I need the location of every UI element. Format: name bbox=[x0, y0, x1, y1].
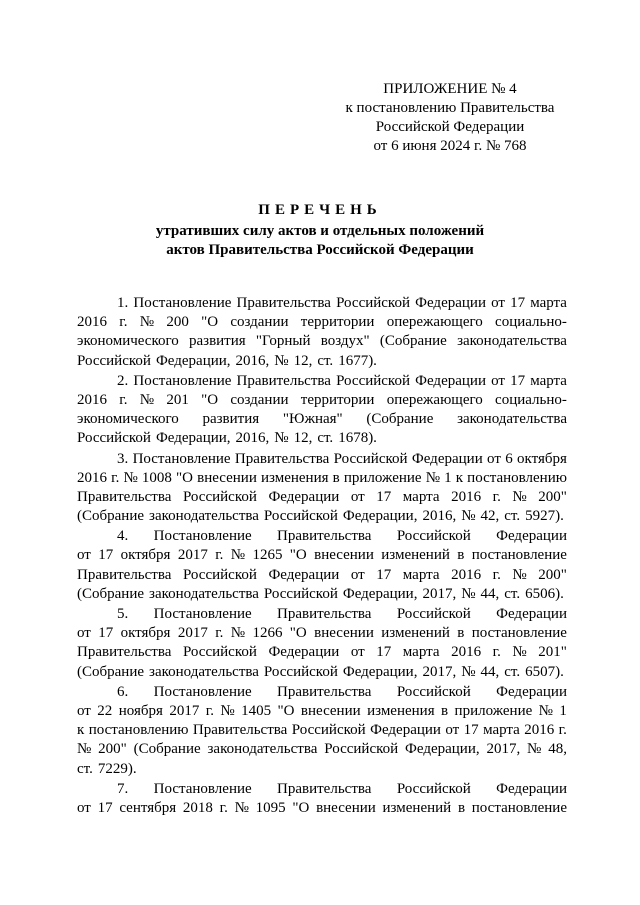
text-line bbox=[77, 683, 567, 702]
word: 2016 bbox=[77, 469, 107, 486]
word: Постановление bbox=[153, 683, 252, 700]
word: ст. bbox=[504, 585, 521, 602]
word: развития bbox=[202, 411, 260, 428]
word: марта bbox=[402, 566, 440, 583]
word: к bbox=[77, 722, 85, 739]
word: Постановление bbox=[153, 606, 252, 622]
word: Федерации bbox=[496, 528, 567, 545]
word: 1265 bbox=[252, 547, 283, 564]
word: марта bbox=[402, 488, 440, 505]
word: Российской bbox=[77, 352, 151, 369]
word: "О bbox=[289, 625, 307, 642]
word: 5927). bbox=[525, 508, 564, 525]
word: Федерации bbox=[496, 683, 567, 700]
word: марта bbox=[483, 722, 520, 739]
word: социально- bbox=[495, 391, 567, 408]
subtitle-line: актов Правительства Российской Федерации bbox=[166, 242, 474, 258]
word: от bbox=[445, 722, 460, 739]
word: внесении bbox=[300, 702, 361, 719]
appendix-header bbox=[340, 80, 560, 156]
word: 2018 bbox=[182, 799, 213, 816]
word: 2016, bbox=[235, 430, 270, 447]
text-line bbox=[77, 740, 567, 759]
word: от bbox=[491, 295, 505, 311]
word: приложение bbox=[343, 469, 422, 486]
word: Правительства bbox=[234, 450, 330, 467]
word: 1677). bbox=[338, 352, 377, 369]
word: октября bbox=[120, 547, 171, 564]
word: от bbox=[350, 644, 365, 661]
document-body bbox=[77, 294, 567, 819]
word: Правительства bbox=[277, 780, 372, 797]
word: сентября bbox=[119, 799, 177, 816]
word: № bbox=[274, 352, 289, 369]
word: Российской bbox=[396, 780, 471, 797]
text-line bbox=[77, 429, 567, 448]
word: 17 bbox=[463, 722, 479, 739]
word: 201 bbox=[166, 391, 189, 408]
word: 200" bbox=[538, 488, 567, 505]
word: Российской bbox=[263, 508, 338, 525]
word: Российской bbox=[182, 488, 257, 505]
word: Федерации bbox=[411, 450, 483, 467]
text-line bbox=[77, 488, 567, 507]
word: 17 bbox=[97, 799, 113, 816]
word: г. bbox=[215, 547, 224, 564]
word: в bbox=[457, 625, 465, 642]
word: Российской bbox=[77, 430, 151, 447]
word: 5. bbox=[117, 606, 129, 622]
word: в bbox=[441, 702, 449, 719]
word: 6507). bbox=[525, 663, 564, 680]
appendix-date-number: от 6 июня 2024 г. № 768 bbox=[373, 138, 527, 154]
word: № bbox=[234, 799, 249, 816]
word: октября bbox=[120, 625, 171, 642]
text-line bbox=[77, 372, 567, 391]
text-line bbox=[77, 450, 567, 469]
document-subtitle bbox=[0, 222, 640, 260]
word: октября bbox=[517, 450, 567, 467]
word: постановлению bbox=[467, 469, 567, 486]
word: Российской bbox=[333, 450, 408, 467]
word: к bbox=[455, 469, 464, 486]
word: от bbox=[77, 547, 91, 564]
word: 2016, bbox=[235, 352, 270, 369]
word: ноября bbox=[118, 702, 163, 719]
word: от bbox=[77, 702, 91, 719]
word: 200" bbox=[538, 566, 567, 583]
word: 17 bbox=[98, 625, 114, 642]
word: 1095 bbox=[255, 799, 286, 816]
word: 201" bbox=[538, 644, 567, 661]
text-line bbox=[77, 624, 567, 643]
word: территории bbox=[300, 391, 375, 408]
word: опережающего bbox=[386, 391, 483, 408]
word: № bbox=[512, 488, 527, 505]
text-line bbox=[77, 469, 567, 488]
word: (Собрание bbox=[133, 741, 201, 758]
word: 6 bbox=[505, 450, 513, 467]
word: г. bbox=[111, 469, 120, 486]
word: внесении bbox=[314, 625, 374, 642]
word: опережающего bbox=[386, 314, 483, 331]
text-line bbox=[77, 566, 567, 585]
word: 2016 bbox=[77, 314, 107, 331]
word: Правительства bbox=[236, 295, 331, 311]
word: от bbox=[491, 372, 505, 389]
word: от bbox=[350, 566, 365, 583]
word: 22 bbox=[97, 702, 113, 719]
word: Постановление bbox=[153, 780, 252, 797]
word: Правительства bbox=[77, 644, 172, 661]
word: г. bbox=[205, 702, 214, 719]
word: ст. bbox=[317, 352, 334, 369]
word: 12, bbox=[293, 430, 313, 447]
word: № bbox=[274, 430, 289, 447]
word: № bbox=[220, 702, 235, 719]
word: (Собрание bbox=[77, 585, 145, 602]
word: № bbox=[123, 469, 138, 486]
word: изменений bbox=[381, 547, 450, 564]
word: постановлению bbox=[88, 722, 189, 739]
appendix-ref-line: к постановлению Правительства bbox=[345, 100, 555, 116]
word: 17 bbox=[376, 644, 392, 661]
word: ст. bbox=[77, 760, 93, 777]
word: марта bbox=[530, 372, 567, 389]
text-line bbox=[77, 780, 567, 799]
word: 2017, bbox=[422, 663, 457, 680]
word: Российской bbox=[336, 295, 410, 311]
word: "О bbox=[201, 391, 219, 408]
word: 12, bbox=[293, 352, 313, 369]
word: 1. bbox=[117, 295, 129, 311]
word: № bbox=[77, 741, 92, 758]
word: Постановление bbox=[132, 450, 231, 467]
word: 2016 bbox=[451, 644, 482, 661]
word: Федерации, bbox=[342, 585, 418, 602]
text-line bbox=[77, 332, 567, 351]
word: 1678). bbox=[338, 430, 377, 447]
word: г. bbox=[219, 799, 228, 816]
word: № bbox=[230, 547, 246, 564]
word: ст. bbox=[504, 508, 521, 525]
word: № bbox=[512, 644, 527, 661]
word: 1266 bbox=[252, 625, 283, 642]
word: 4. bbox=[117, 528, 129, 545]
word: № bbox=[461, 508, 476, 525]
word: ст. bbox=[504, 663, 521, 680]
word: законодательства bbox=[149, 508, 259, 525]
word: г. bbox=[492, 566, 501, 583]
word: создании bbox=[230, 314, 289, 331]
word: (Собрание bbox=[366, 411, 434, 428]
word: 2016 bbox=[524, 722, 555, 739]
word: Правительства bbox=[192, 722, 288, 739]
list-item bbox=[77, 605, 567, 682]
word: изменений bbox=[381, 625, 450, 642]
word: 200 bbox=[166, 314, 189, 331]
word: 2016 bbox=[451, 566, 482, 583]
subtitle-line: утративших силу актов и отдельных положений bbox=[155, 223, 485, 239]
text-line bbox=[77, 702, 567, 721]
word: г. bbox=[492, 644, 501, 661]
word: территории bbox=[300, 314, 375, 331]
list-item bbox=[77, 372, 567, 449]
word: Федерации, bbox=[155, 352, 231, 369]
word: экономического bbox=[77, 333, 179, 350]
text-line bbox=[77, 585, 567, 604]
word: № bbox=[527, 741, 542, 758]
word: № bbox=[461, 585, 476, 602]
word: законодательства bbox=[149, 585, 259, 602]
word: Российской bbox=[263, 585, 338, 602]
word: Федерации bbox=[268, 644, 340, 661]
word: в bbox=[457, 799, 466, 816]
word: "О bbox=[201, 314, 219, 331]
word: 1405 bbox=[241, 702, 272, 719]
word: 2017, bbox=[486, 741, 521, 758]
word: 42, bbox=[480, 508, 500, 525]
word: постановление bbox=[471, 799, 567, 816]
text-line bbox=[77, 760, 567, 779]
word: от bbox=[77, 799, 91, 816]
word: Постановление bbox=[133, 295, 232, 311]
word: постановление bbox=[471, 547, 567, 564]
word: г. bbox=[492, 488, 501, 505]
word: "О bbox=[292, 799, 310, 816]
word: (Собрание bbox=[77, 508, 145, 525]
word: Федерации, bbox=[342, 508, 418, 525]
word: 2017 bbox=[177, 547, 208, 564]
word: Российской bbox=[396, 683, 471, 700]
word: 6. bbox=[117, 683, 129, 700]
word: 1 bbox=[444, 469, 452, 486]
text-line bbox=[77, 294, 567, 313]
word: внесении bbox=[316, 799, 376, 816]
word: 200" bbox=[98, 741, 127, 758]
word: в bbox=[457, 547, 465, 564]
word: Правительства bbox=[236, 372, 331, 389]
text-line bbox=[77, 546, 567, 565]
word: г. bbox=[558, 722, 567, 739]
word: 48, bbox=[548, 741, 567, 758]
word: Правительства bbox=[77, 488, 172, 505]
list-item bbox=[77, 450, 567, 527]
document-title: ПЕРЕЧЕНЬ bbox=[258, 202, 382, 218]
word: Российской bbox=[182, 644, 257, 661]
word: 7229). bbox=[97, 760, 137, 777]
word: Федерации, bbox=[405, 741, 480, 758]
word: 2017 bbox=[169, 702, 200, 719]
word: № bbox=[512, 566, 527, 583]
word: законодательства bbox=[457, 411, 567, 428]
word: постановление bbox=[471, 625, 567, 642]
word: приложение bbox=[454, 702, 533, 719]
word: № bbox=[230, 625, 246, 642]
word: Правительства bbox=[277, 683, 372, 700]
text-line bbox=[77, 507, 567, 526]
word: 17 bbox=[510, 372, 526, 389]
word: Федерации bbox=[415, 372, 486, 389]
word: Федерации bbox=[496, 780, 567, 797]
word: Правительства bbox=[277, 528, 372, 545]
word: от bbox=[487, 450, 501, 467]
text-line bbox=[77, 721, 567, 740]
word: ст. bbox=[317, 430, 334, 447]
word: Правительства bbox=[77, 566, 172, 583]
word: 3. bbox=[117, 450, 129, 467]
word: г. bbox=[119, 314, 128, 331]
word: № bbox=[461, 663, 476, 680]
word: Федерации, bbox=[342, 663, 418, 680]
word: 44, bbox=[480, 663, 500, 680]
word: № bbox=[139, 391, 155, 408]
word: (Собрание bbox=[379, 333, 447, 350]
word: 17 bbox=[98, 547, 114, 564]
word: Российской bbox=[263, 663, 338, 680]
word: Правительства bbox=[277, 606, 372, 622]
text-line bbox=[77, 643, 567, 662]
word: "Южная" bbox=[282, 411, 343, 428]
list-item bbox=[77, 683, 567, 779]
text-line bbox=[77, 663, 567, 682]
appendix-ref-line: Российской Федерации bbox=[375, 119, 525, 135]
word: изменения bbox=[260, 469, 329, 486]
word: создании bbox=[230, 391, 289, 408]
word: "О bbox=[289, 547, 307, 564]
word: 7. bbox=[117, 780, 129, 797]
word: в bbox=[332, 469, 340, 486]
word: 17 bbox=[376, 488, 392, 505]
list-item bbox=[77, 527, 567, 604]
word: Российской bbox=[182, 566, 257, 583]
word: экономического bbox=[77, 411, 179, 428]
word: 1 bbox=[559, 702, 567, 719]
list-item bbox=[77, 780, 567, 818]
text-line bbox=[77, 352, 567, 371]
word: Российской bbox=[336, 372, 410, 389]
word: 2017 bbox=[177, 625, 208, 642]
word: изменения bbox=[367, 702, 435, 719]
word: "О bbox=[277, 702, 295, 719]
word: 17 bbox=[510, 295, 526, 311]
text-line bbox=[77, 605, 567, 624]
text-line bbox=[77, 391, 567, 410]
text-line bbox=[77, 799, 567, 818]
word: социально- bbox=[495, 314, 567, 331]
word: законодательства bbox=[149, 663, 259, 680]
word: Федерации bbox=[370, 722, 441, 739]
word: воздух" bbox=[320, 333, 370, 350]
word: 17 bbox=[376, 566, 392, 583]
word: (Собрание bbox=[77, 663, 145, 680]
word: 2016 bbox=[77, 391, 107, 408]
word: Российской bbox=[291, 722, 366, 739]
text-line bbox=[77, 410, 567, 429]
text-line bbox=[77, 527, 567, 546]
word: 44, bbox=[480, 585, 500, 602]
word: 2. bbox=[117, 372, 129, 389]
word: Постановление bbox=[153, 528, 252, 545]
word: Российской bbox=[396, 528, 471, 545]
word: внесении bbox=[314, 547, 374, 564]
word: Федерации, bbox=[155, 430, 231, 447]
word: законодательства bbox=[457, 333, 567, 350]
word: Федерации bbox=[268, 566, 340, 583]
list-item bbox=[77, 294, 567, 371]
word: от bbox=[77, 625, 91, 642]
word: Российской bbox=[324, 741, 399, 758]
word: "Горный bbox=[255, 333, 311, 350]
word: 2017, bbox=[422, 585, 457, 602]
word: внесении bbox=[197, 469, 257, 486]
word: 6506). bbox=[525, 585, 564, 602]
appendix-number: ПРИЛОЖЕНИЕ № 4 bbox=[383, 81, 517, 97]
word: № bbox=[425, 469, 440, 486]
word: г. bbox=[215, 625, 224, 642]
word: Российской bbox=[396, 606, 471, 622]
word: законодательства bbox=[207, 741, 318, 758]
text-line bbox=[77, 313, 567, 332]
word: Федерации bbox=[496, 606, 567, 622]
word: 1008 bbox=[141, 469, 172, 486]
word: Федерации bbox=[268, 488, 340, 505]
word: 2016, bbox=[422, 508, 457, 525]
word: Постановление bbox=[133, 372, 232, 389]
word: "О bbox=[176, 469, 193, 486]
word: изменений bbox=[382, 799, 452, 816]
word: Федерации bbox=[415, 295, 486, 311]
word: № bbox=[139, 314, 155, 331]
word: развития bbox=[188, 333, 246, 350]
word: марта bbox=[530, 295, 567, 311]
word: № bbox=[538, 702, 553, 719]
word: 2016 bbox=[451, 488, 482, 505]
word: марта bbox=[402, 644, 440, 661]
word: от bbox=[350, 488, 365, 505]
word: г. bbox=[119, 391, 128, 408]
